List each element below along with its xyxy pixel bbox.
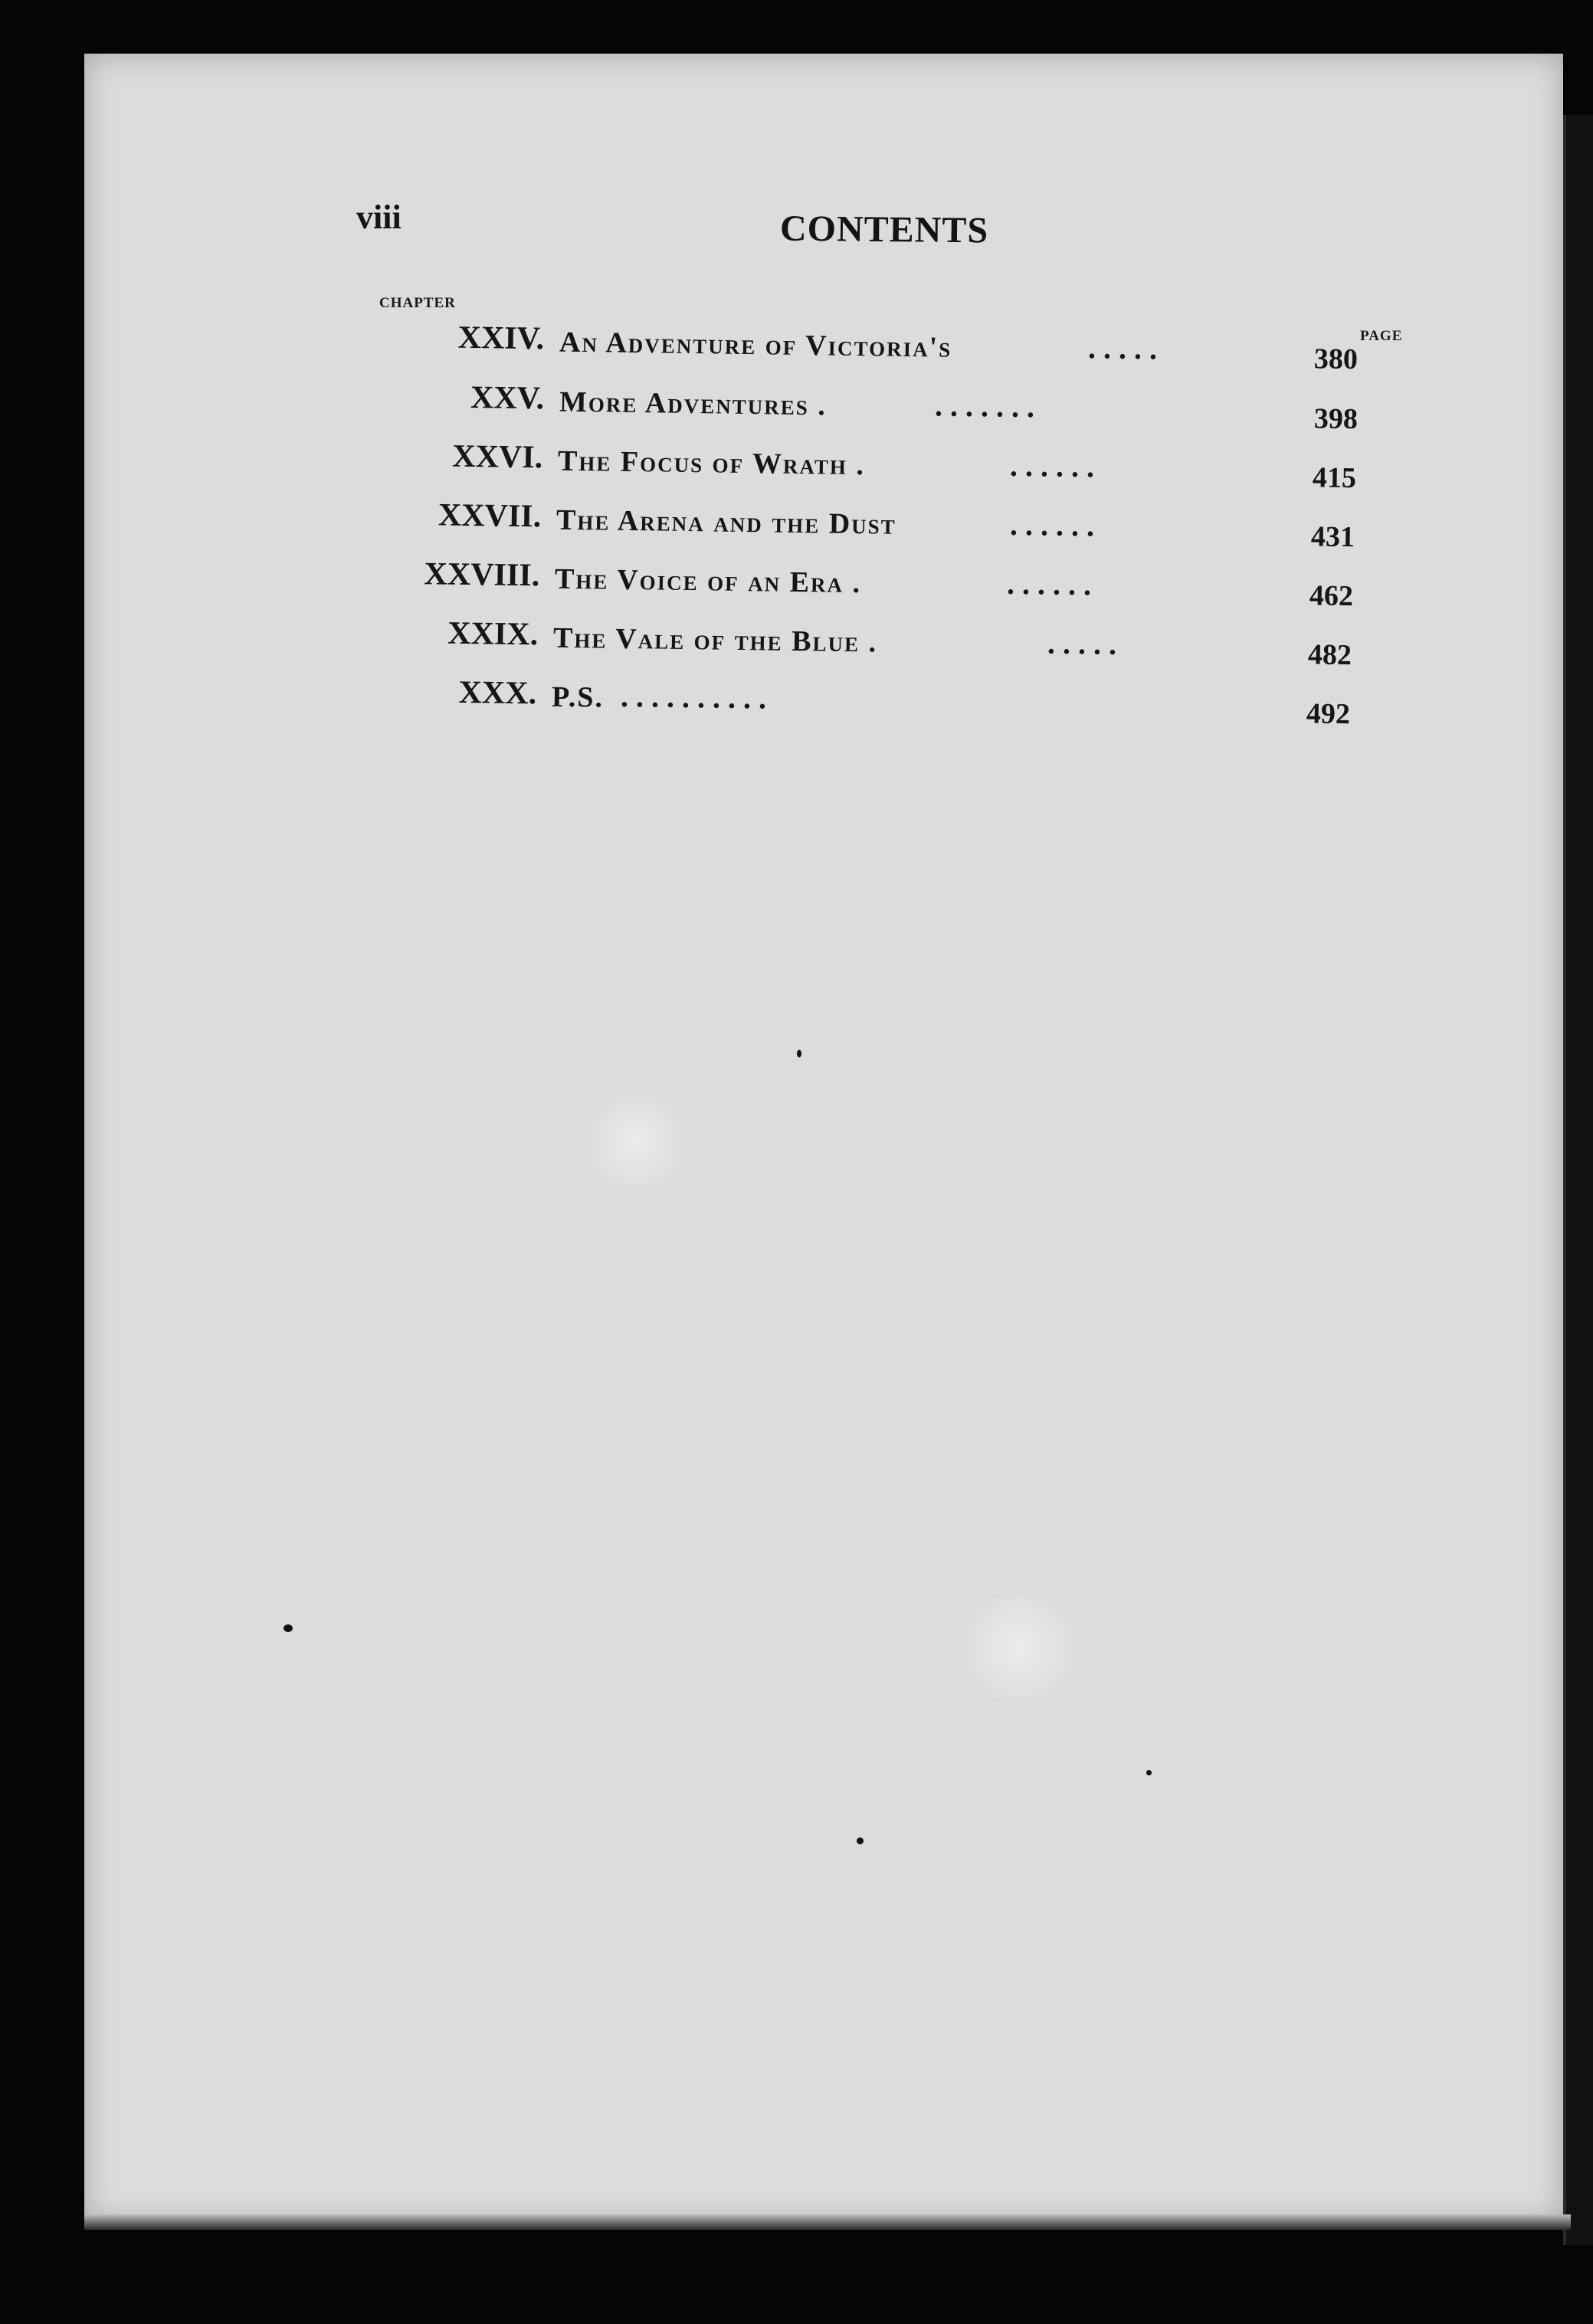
toc-page-number: 380 (1313, 343, 1359, 376)
toc-page-number: 415 (1312, 461, 1357, 495)
toc-entry (334, 496, 1484, 558)
toc-entry (336, 437, 1486, 499)
toc-chapter-title: P.S. (551, 680, 605, 714)
paper-stain (582, 1088, 690, 1195)
toc-leader-dots: . . . . . . . . . . (620, 678, 767, 716)
toc-chapter-number: XXVII. (438, 497, 542, 535)
toc-entry (329, 673, 1480, 735)
table-of-contents (0, 0, 1593, 766)
toc-chapter-number: XXX. (458, 674, 537, 712)
toc-chapter-number: XXIX. (447, 615, 539, 653)
page-bottom-edge (84, 2214, 1571, 2230)
toc-leader-dots: . . . . . (1087, 330, 1158, 366)
toc-chapter-title: More Adventures . (559, 385, 828, 422)
toc-leader-dots: . . . . . . . (934, 388, 1035, 424)
toc-chapter-title: The Vale of the Blue . (552, 621, 878, 659)
toc-page-number: 492 (1306, 697, 1351, 731)
toc-entry (331, 614, 1481, 676)
toc-leader-dots: . . . . . . (1009, 447, 1095, 484)
toc-page-number: 482 (1307, 638, 1352, 672)
toc-chapter-number: XXV. (470, 379, 545, 417)
toc-page-number: 431 (1310, 520, 1355, 554)
toc-entry (337, 378, 1487, 440)
toc-leader-dots: . . . . . . (1009, 506, 1095, 543)
toc-chapter-title: The Arena and the Dust (556, 503, 897, 541)
toc-entry (333, 555, 1483, 617)
toc-page-number: 398 (1313, 402, 1359, 436)
toc-chapter-title: The Focus of Wrath . (557, 444, 866, 482)
toc-chapter-number: XXVI. (451, 438, 543, 476)
toc-leader-dots: . . . . . . (1006, 565, 1092, 602)
toc-chapter-number: XXVIII. (424, 556, 540, 594)
toc-chapter-title: An Adventure of Victoria's (559, 326, 952, 364)
toc-chapter-number: XXIV. (457, 320, 545, 357)
ink-speck (1146, 1770, 1152, 1775)
toc-chapter-title: The Voice of an Era . (554, 562, 862, 600)
paper-stain (950, 1594, 1088, 1701)
toc-leader-dots: . . . . . (1047, 625, 1117, 661)
chapter-column-label: CHAPTER (379, 295, 456, 311)
page-column-label: PAGE (1360, 328, 1403, 344)
page-folio: viii (356, 198, 402, 236)
ink-speck (284, 1624, 293, 1632)
ink-speck (797, 1050, 801, 1057)
running-head: CONTENTS (779, 208, 989, 251)
toc-entry (337, 318, 1487, 380)
toc-page-number: 462 (1309, 579, 1354, 613)
ink-speck (857, 1837, 864, 1844)
